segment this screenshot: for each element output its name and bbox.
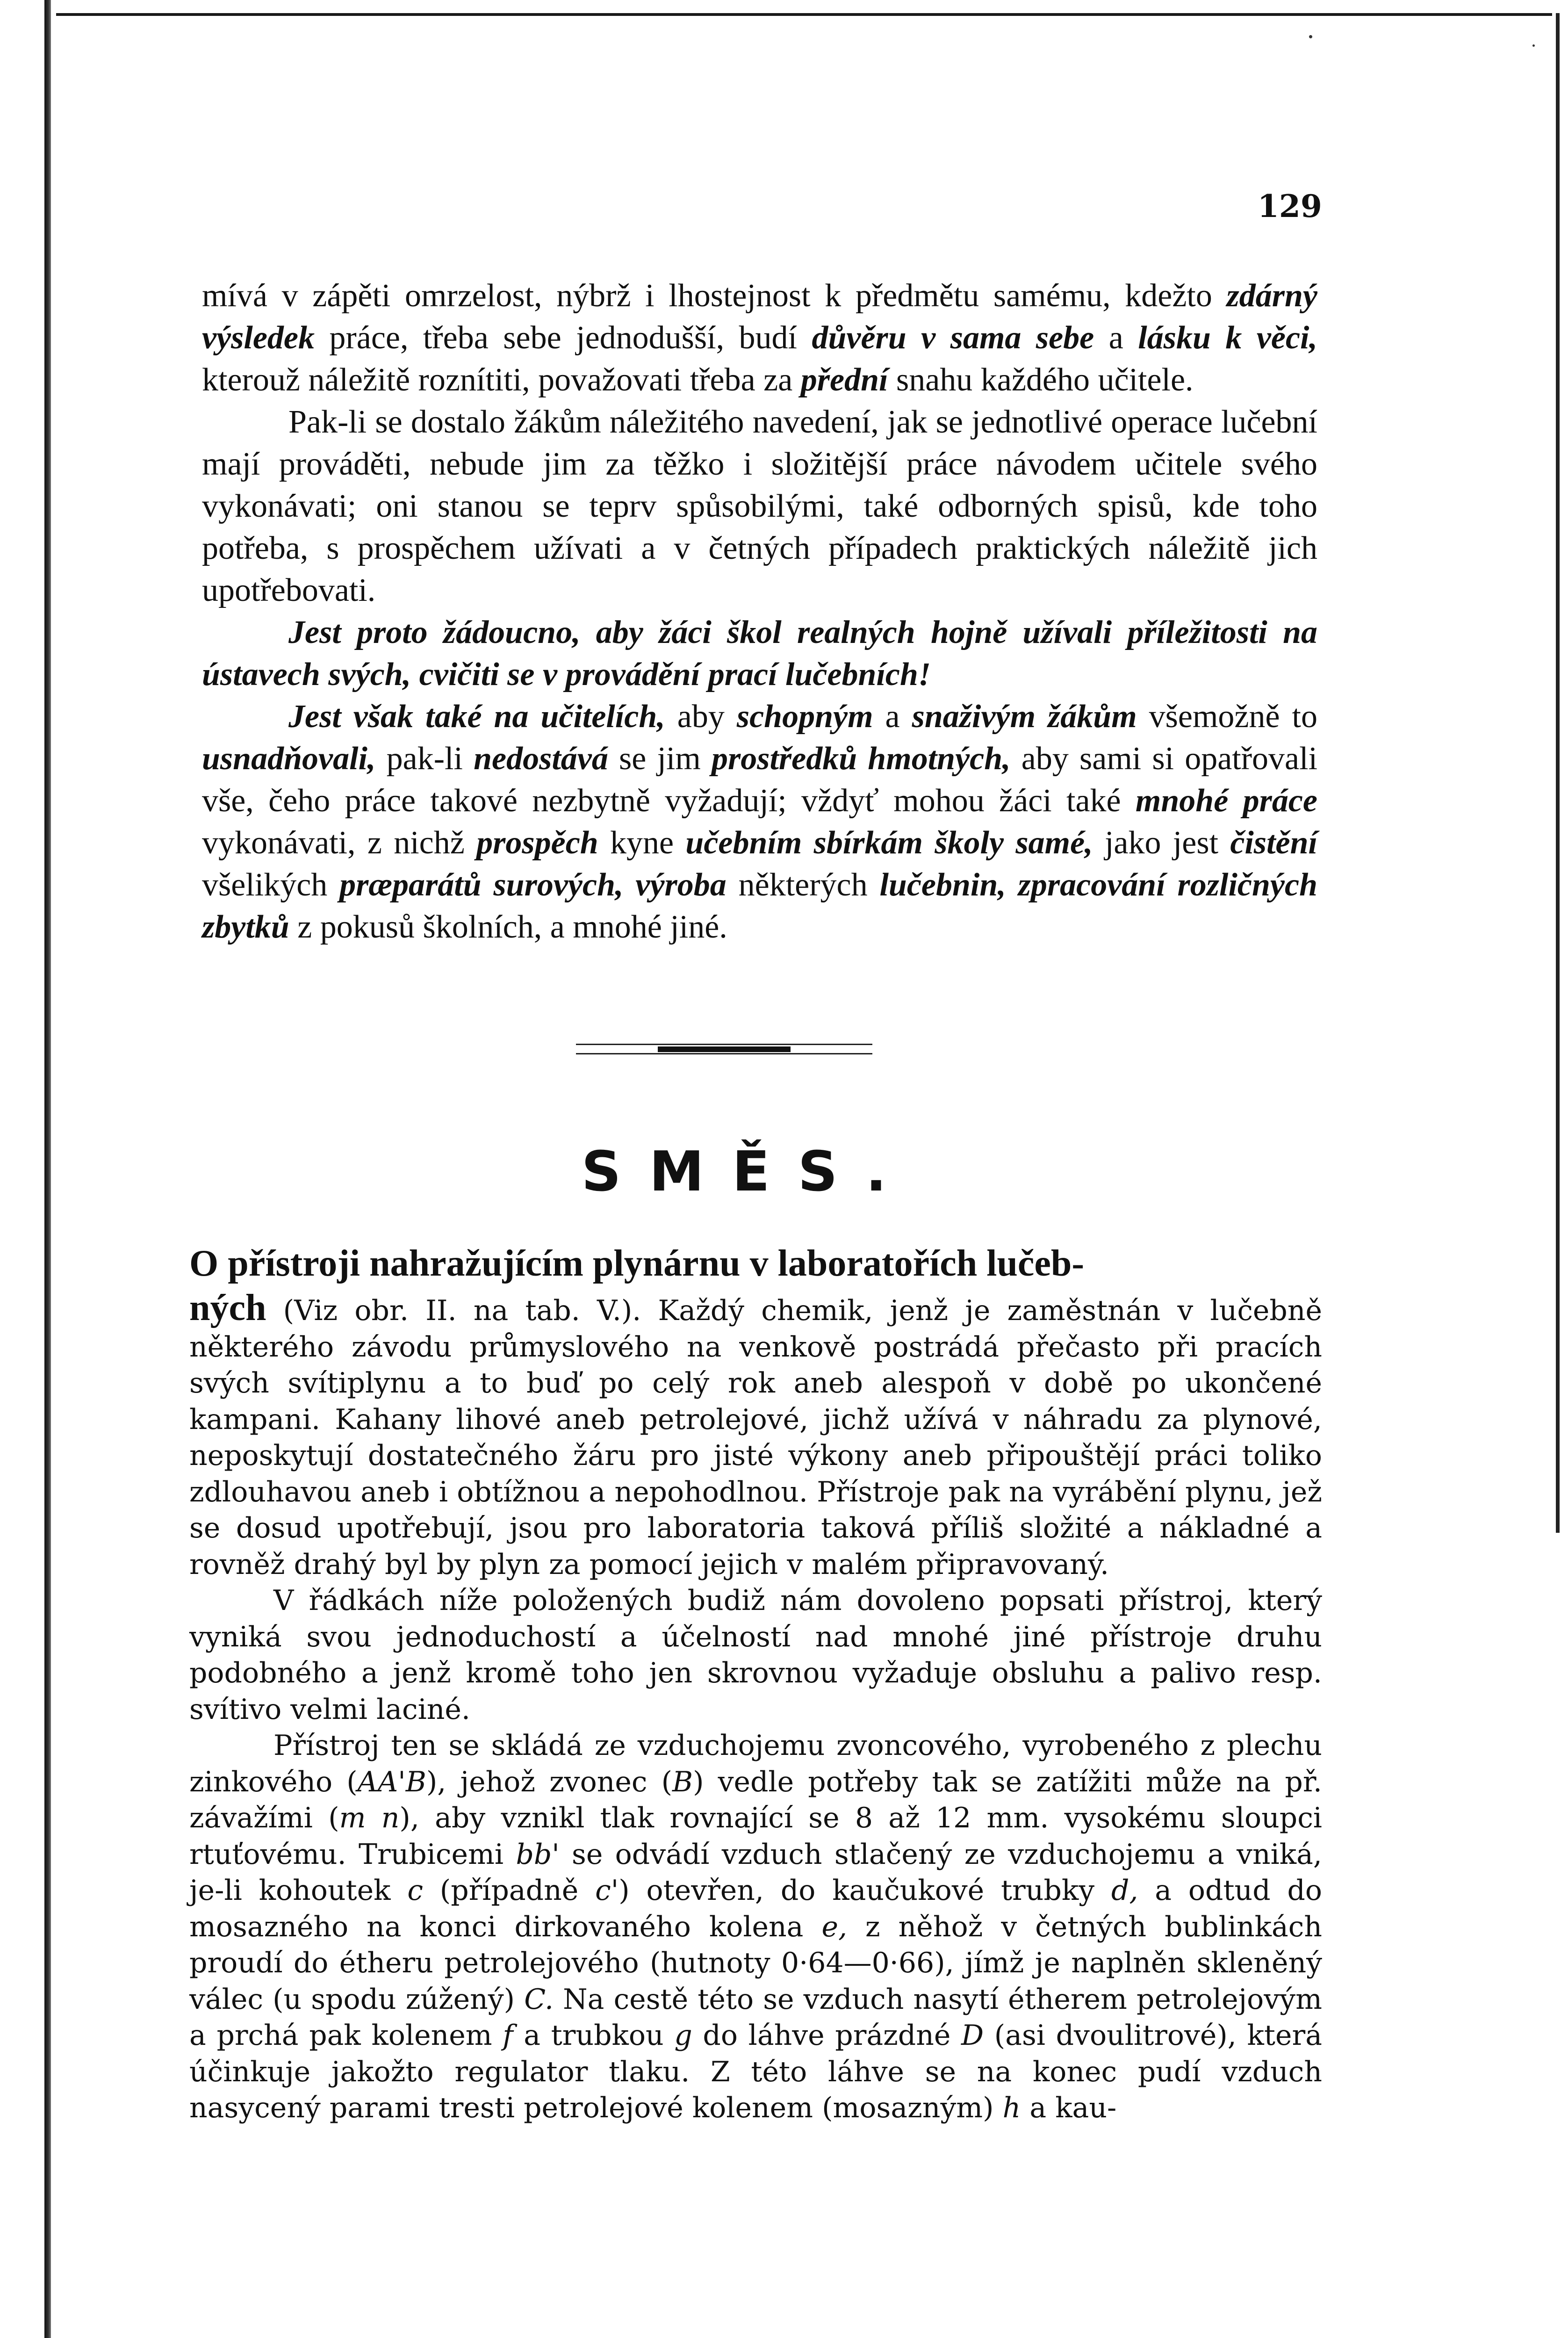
divider-bold-bar xyxy=(658,1046,791,1052)
text-run: ) otevřen, do kaučukové trubky xyxy=(619,1874,1111,1907)
text-run: práce, třeba sebe jednodušší, budí xyxy=(314,320,812,356)
article-text xyxy=(189,1239,1322,2127)
main-text xyxy=(202,275,1317,948)
text-run: ), jehož zvonec ( xyxy=(426,1765,672,1798)
paragraph-continued xyxy=(202,275,1317,401)
text-run: se jim xyxy=(608,741,712,777)
emphasis: schopným xyxy=(736,699,873,735)
text-run: vykonávati, z nichž xyxy=(202,825,477,861)
variable: AA'B xyxy=(357,1765,426,1798)
emphasis: čistění xyxy=(1230,825,1317,861)
variable: m n xyxy=(339,1802,400,1834)
text-run: se odvádí vzduch stlačený ze vzduchojemu a vniká, je-li kohoutek xyxy=(189,1838,1323,1907)
variable: h xyxy=(1002,2092,1021,2124)
text-run: mívá v zápěti omrzelost, nýbrž i lhostejnost k předmětu samému, kdežto xyxy=(202,278,1227,314)
emphasis: prostředků hmotných, xyxy=(711,741,1011,777)
text-run: a xyxy=(873,699,912,735)
text-run xyxy=(624,867,636,903)
emphasis: nedostává xyxy=(474,741,608,777)
emphasis: lučebnin, zpracování rozličných zbytků xyxy=(202,867,1318,945)
section-divider xyxy=(576,1044,872,1058)
article-title-continuation: ných xyxy=(189,1287,266,1328)
text-run: některých xyxy=(726,867,880,903)
page-number: 129 xyxy=(1258,188,1322,224)
scan-speck xyxy=(1309,35,1312,38)
paragraph-2: Pak-li se dostalo žákům náležitého navedení, jak se jednotlivé operace lučební mají prováděti, nebude jim za těžko i složitější práce návodem učitele svého vykonávati; oni stanou se teprv spůsobilými, také odborných spisů, kde toho potřeba, s prospěchem užívati a v četných případech praktických náležitě jich upotřebovati. xyxy=(202,404,1317,608)
emphasis: prospěch xyxy=(476,825,598,861)
text-run: do láhve prázdné xyxy=(692,2019,962,2052)
text-run: Přístroj ten se skládá ze vzduchojemu zvoncového, vyrobeného z plechu zinkového ( xyxy=(189,1729,1322,1798)
text-run: (Viz obr. II. na tab. V.). Každý chemik, jenž je zaměstnán v lučebně některého závodu průmyslového na venkově postrádá přečasto při pracích svých svítiplynu a to buď po celý rok aneb alespoň v době po ukončené kampani. Kahany lihové aneb petrolejové, jichž užívá v náhradu za plynové, neposkytují dostatečného žáru pro jisté výkony aneb připouštějí práci toliko zdlouhavou aneb i obtížnou a nepohodlnou. Přístroje pak na vyrábění plynu, jež se dosud upotřebují, jsou pro laboratoria taková příliš složité a nákladné a rovněž drahý byl by plyn za pomocí jejich v malém připravovaný. xyxy=(189,1294,1322,1581)
variable: f xyxy=(503,2019,513,2052)
text-run: Na cestě této se vzduch nasytí étherem petrolejovým a prchá pak kolenem xyxy=(189,1983,1322,2052)
emphasis: důvěru v sama sebe xyxy=(812,320,1094,356)
emphasis: přední xyxy=(800,362,888,398)
article-title: O přístroji nahražujícím plynárnu v laboratořích lučeb- xyxy=(189,1243,1085,1284)
article-paragraph-1 xyxy=(189,1287,1322,1583)
scan-right-border xyxy=(1556,13,1560,1533)
text-run: všemožně to xyxy=(1136,699,1317,735)
text-run: (případně xyxy=(423,1874,596,1907)
emphasis: lásku k věci, xyxy=(1138,320,1317,356)
variable: c' xyxy=(595,1874,619,1907)
variable: C. xyxy=(524,1983,554,2016)
text-run: kterouž náležitě roznítiti, považovati třeba za xyxy=(202,362,801,398)
paragraph-4 xyxy=(202,696,1317,948)
variable: d, xyxy=(1111,1874,1138,1907)
variable: B xyxy=(672,1765,693,1798)
emphasis: zdárný výsledek xyxy=(202,278,1317,356)
variable: D xyxy=(961,2019,984,2052)
emphasis: usnadňovali, xyxy=(202,741,376,777)
divider-line xyxy=(576,1044,872,1045)
scan-top-border xyxy=(56,13,1552,16)
text-run: snahu každého učitele. xyxy=(888,362,1194,398)
text-run: jako jest xyxy=(1093,825,1230,861)
emphasis: učebním sbírkám školy samé, xyxy=(685,825,1093,861)
section-title: SMĚS. xyxy=(581,1139,915,1204)
text-run: a xyxy=(1094,320,1138,356)
text-run: a trubkou xyxy=(513,2019,675,2052)
divider-line xyxy=(576,1053,872,1054)
variable: c xyxy=(407,1874,423,1907)
emphasis: præparátů surových, xyxy=(339,867,624,903)
text-run: aby sami si opatřovali vše, čeho práce takové nezbytně vyžadují; vždyť mohou žáci také xyxy=(202,741,1318,819)
text-run: aby xyxy=(665,699,737,735)
text-run: pak-li xyxy=(375,741,474,777)
variable: g xyxy=(674,2019,692,2052)
scan-binding-edge xyxy=(44,0,51,2338)
text-run: všelikých xyxy=(202,867,340,903)
text-run: a odtud do mosazného na konci dirkovaného kolena xyxy=(189,1874,1322,1943)
text-run: z pokusů školních, a mnohé jiné. xyxy=(289,909,727,945)
variable: e, xyxy=(821,1910,848,1943)
text-run: kyne xyxy=(598,825,686,861)
emphasis: snaživým žákům xyxy=(912,699,1137,735)
emphasis: Jest však také na učitelích, xyxy=(288,699,665,735)
text-run: z něhož v četných bublinkách proudí do étheru petrolejového (hutnoty 0·64—0·66), jímž je naplněn skleněný válec (u spodu zúžený) xyxy=(189,1910,1322,2016)
text-run: (asi dvoulitrové), která účinkuje jakožto regulator tlaku. Z této láhve se na konec pudí vzduch nasycený parami tresti petrolejové kolenem (mosazným) xyxy=(189,2019,1322,2124)
article-paragraph-2: V řádkách níže položených budiž nám dovoleno popsati přístroj, který vyniká svou jednoduchostí a účelností nad mnohé jiné přístroje druhu podobného a jenž kromě toho jen skrovnou vyžaduje obsluhu a palivo resp. svítivo velmi laciné. xyxy=(189,1584,1322,1726)
emphasis: mnohé práce xyxy=(1135,783,1317,819)
text-run: ) vedle potřeby tak se zatížiti může na př. závažími ( xyxy=(189,1765,1322,1834)
emphasis: výroba xyxy=(635,867,726,903)
paragraph-3: Jest proto žádoucno, aby žáci škol realných hojně užívali příležitosti na ústavech svých, cvičiti se v provádění prací lučebních! xyxy=(202,614,1317,693)
text-run: ), aby vznikl tlak rovnající se 8 až 12 mm. vysokému sloupci rtuťovému. Trubicemi xyxy=(189,1802,1323,1871)
scan-speck xyxy=(1532,44,1535,47)
text-run: a kau- xyxy=(1021,2092,1117,2124)
variable: bb' xyxy=(516,1838,560,1871)
article-paragraph-3 xyxy=(189,1728,1322,2127)
